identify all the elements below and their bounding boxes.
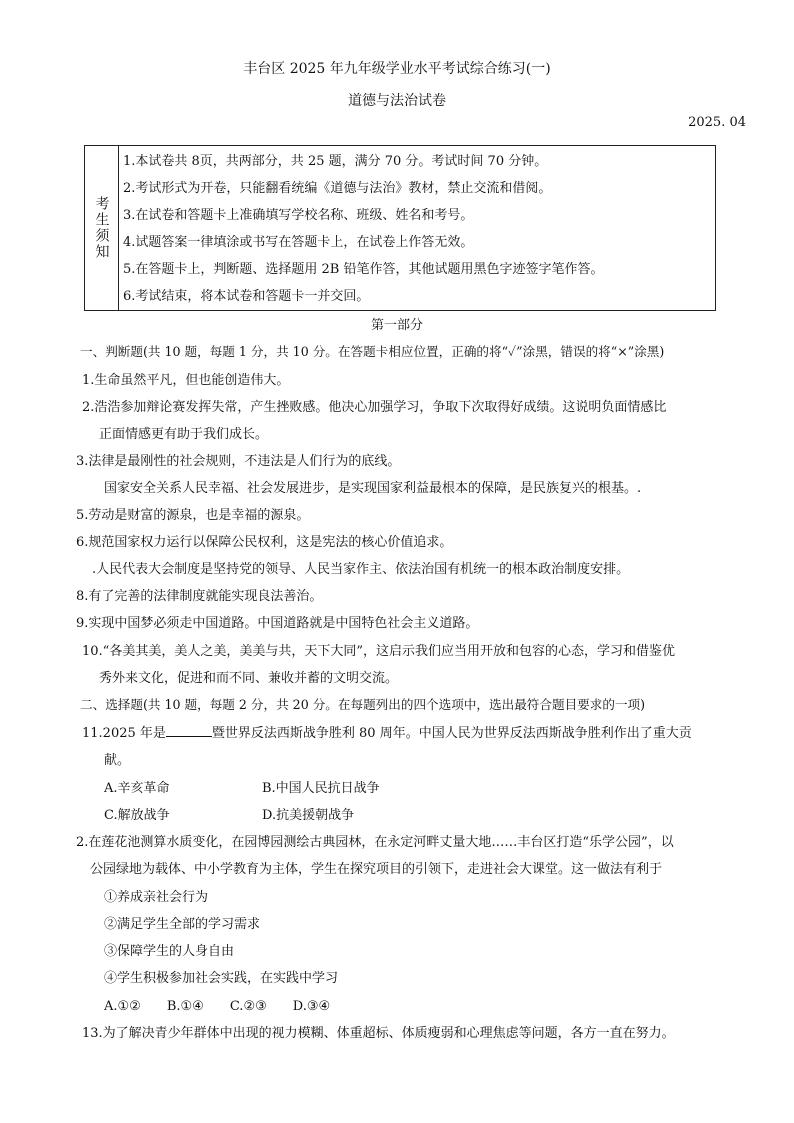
statement-2: ②满足学生全部的学习需求 [104,917,261,932]
statement-3: ③保障学生的人身自由 [104,944,235,959]
exam-notice-box [84,145,716,311]
question-13: 13.为了解决青少年群体中出现的视力模糊、体重超标、体质瘦弱和心理焦虑等问题，各方一直在努力。 [82,1026,675,1041]
question-11 [82,722,692,741]
answer-blank [166,724,212,737]
notice-item: 6.考试结束，将本试卷和答题卡一并交回。 [123,289,370,304]
question-11-suffix: 暨世界反法西斯战争胜利 80 周年。中国人民为世界反法西斯战争胜利作出了重大贡 [211,726,692,741]
question-3: 3.法律是最刚性的社会规则，不违法是人们行为的底线。 [76,454,401,469]
option-c: C.解放战争 [104,808,170,823]
statement-4: ④学生积极参加社会实践，在实践中学习 [104,971,339,986]
question-9: 9.实现中国梦必须走中国道路。中国道路就是中国特色社会主义道路。 [76,616,479,631]
notice-label: 考生须知 [93,196,110,260]
option-a: A.辛亥革命 [104,781,170,796]
option-b: B.中国人民抗日战争 [262,781,380,796]
statement-1: ①养成亲社会行为 [104,890,209,905]
question-5: 5.劳动是财富的源泉，也是幸福的源泉。 [76,508,310,523]
question-6: 6.规范国家权力运行以保障公民权利，这是宪法的核心价值追求。 [76,535,453,550]
question-11-continued: 献。 [104,753,131,768]
question-10-continued: 秀外来文化，促进和而不同、兼收并蓄的文明交流。 [99,671,399,686]
question-7: .人民代表大会制度是坚持党的领导、人民当家作主、依法治国有机统一的根本政治制度安排。 [92,562,630,577]
exam-date: 2025. 04 [688,115,746,130]
notice-label-cell [85,146,119,310]
question-2: 2.浩浩参加辩论赛发挥失常，产生挫败感。他决心加强学习，争取下次取得好成绩。这说明负面情感比 [82,400,667,415]
notice-item: 4.试题答案一律填涂或书写在答题卡上，在试卷上作答无效。 [123,235,474,250]
question-11-prefix: 11.2025 年是 [82,726,166,741]
question-8: 8.有了完善的法律制度就能实现良法善治。 [76,589,323,604]
notice-item: 5.在答题卡上，判断题、选择题用 2B 铅笔作答，其他试题用黑色字迹签字笔作答。 [123,262,604,277]
question-2-continued: 正面情感更有助于我们成长。 [99,427,269,442]
exam-title: 丰台区 2025 年九年级学业水平考试综合练习(一) [243,61,551,77]
question-12-continued: 公园绿地为载体、中小学教育为主体，学生在探究项目的引领下，走进社会大课堂。这一做法有利于 [90,862,663,877]
question-1: 1.生命虽然平凡，但也能创造伟大。 [82,373,290,388]
question-4: 国家安全关系人民幸福、社会发展进步，是实现国家利益最根本的保障，是民族复兴的根基。. [104,481,642,496]
exam-subject: 道德与法治试卷 [348,93,446,109]
question-12-options: A.①② B.①④ C.②③ D.③④ [104,999,331,1014]
option-d: D.抗美援朝战争 [262,808,355,823]
question-12: 2.在莲花池测算水质变化，在园博园测绘古典园林，在永定河畔丈量大地……丰台区打造“乐学公园”，以 [76,835,674,850]
part-one-title: 第一部分 [370,318,423,333]
section-heading-choice: 二、选择题(共 10 题，每题 2 分，共 20 分。在每题列出的四个选项中，选出最符合题目要求的一项) [80,697,646,712]
notice-item: 1.本试卷共 8页，共两部分，共 25 题，满分 70 分。考试时间 70 分钟。 [123,154,548,169]
notice-item: 2.考试形式为开卷，只能翻看统编《道德与法治》教材，禁止交流和借阅。 [123,181,552,196]
question-10: 10.“各美其美，美人之美，美美与共，天下大同”，这启示我们应当用开放和包容的心态，学习和借鉴优 [82,644,675,659]
notice-item: 3.在试卷和答题卡上准确填写学校名称、班级、姓名和考号。 [123,208,474,223]
section-heading-judgement: 一、判断题(共 10 题，每题 1 分，共 10 分。在答题卡相应位置，正确的将“✓”涂黑，错误的将“×”涂黑) [80,344,665,359]
